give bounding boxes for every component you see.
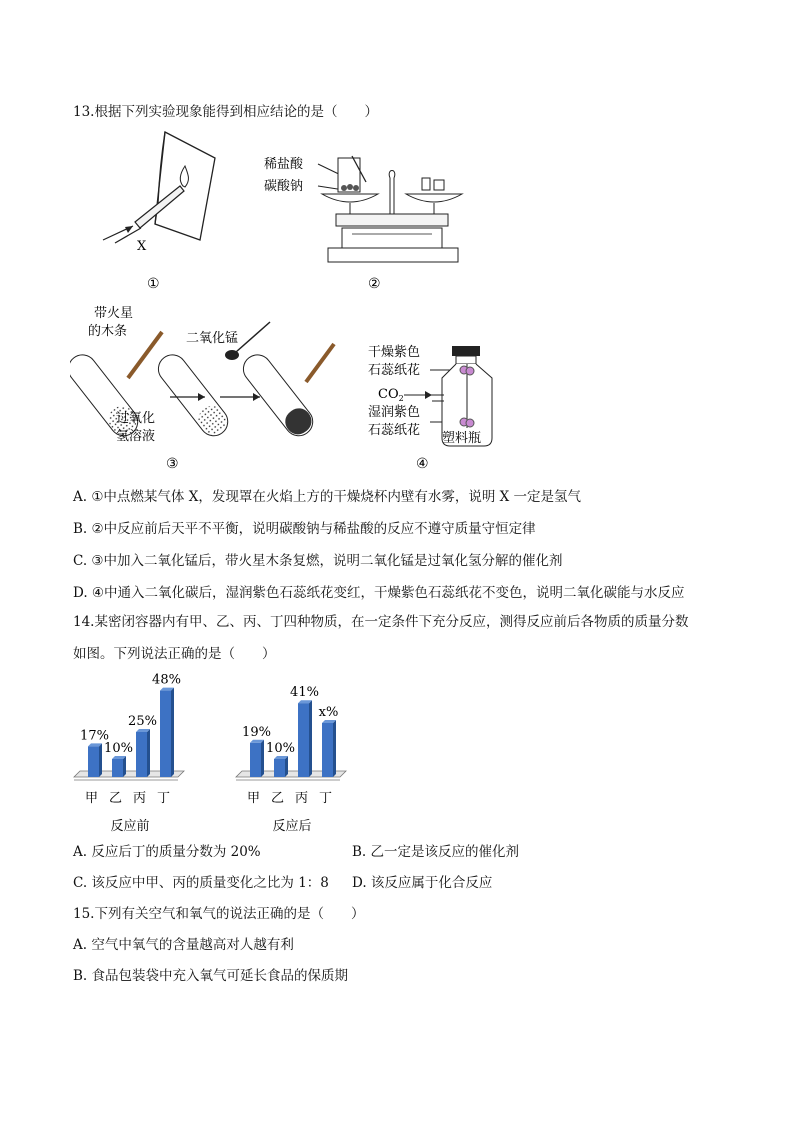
fig3-label-h2o2-2: 氢溶液 [116,429,156,444]
fig2-label-acid: 稀盐酸 [264,157,304,172]
category-label: 甲 [84,791,99,806]
fig4-label-co2: $CO_2$ [378,387,404,403]
bar-丁 [160,691,171,777]
q14-option-c: C. 该反应中甲、丙的质量变化之比为 1：8 [73,875,329,891]
fig3-number: ③ [166,456,179,472]
data-label: 25% [128,714,157,729]
data-label: x% [318,705,339,720]
q13-option-b: B. ②中反应前后天平不平衡，说明碳酸钠与稀盐酸的反应不遵守质量守恒定律 [73,521,536,537]
fig4-label-bottle: 塑料瓶 [442,431,482,446]
chart-title: 反应后 [272,819,312,834]
bar-丁 [322,723,333,777]
data-label: 41% [290,685,319,701]
fig2-label-carbonate: 碳酸钠 [264,179,304,194]
q15-stem: 15.下列有关空气和氧气的说法正确的是（ ） [73,906,365,922]
fig2-number: ② [368,276,381,292]
fig1-number: ① [147,276,160,292]
category-label: 丙 [132,791,147,806]
bar-丙 [298,703,309,777]
bar-side [123,756,126,777]
bar-甲 [250,743,261,777]
bar-丙 [136,732,147,777]
q14-option-a: A. 反应后丁的质量分数为 20% [73,844,261,860]
fig1-gas-label: X [137,239,147,254]
q13-stem: 13.根据下列实验现象能得到相应结论的是（ ） [73,104,378,120]
data-label: 10% [104,741,133,756]
chart-after [232,665,362,840]
fig4-label-wet-2: 石蕊纸花 [368,423,421,438]
q13-option-a: A. ①中点燃某气体 X，发现罩在火焰上方的干燥烧杯内壁有水雾，说明 X 一定是氢气 [73,489,582,505]
q13-option-d: D. ④中通入二氧化碳后，湿润紫色石蕊纸花变红，干燥紫色石蕊纸花不变色，说明二氧化碳能与水反应 [73,585,685,601]
bar-乙 [112,759,123,777]
fig3-label-splint-2: 的木条 [88,324,128,339]
data-label: 19% [242,724,271,740]
q13-figure-3 [70,302,360,472]
bar-乙 [274,759,285,777]
data-label: 17% [80,728,109,744]
category-label: 丁 [156,791,171,806]
q13-figure-1 [95,128,235,298]
bar-side [261,740,264,777]
category-label: 丁 [318,791,333,806]
category-label: 乙 [108,791,123,806]
bar-side [99,743,102,777]
bar-side [147,729,150,777]
q13-figure-4 [360,338,520,473]
bar-side [333,720,336,777]
fig4-label-dry-1: 干燥紫色 [368,345,421,360]
chart-title: 反应前 [110,819,150,834]
q15-option-a: A. 空气中氧气的含量越高对人越有利 [73,937,294,953]
fig3-label-splint-1: 带火星 [94,306,134,321]
category-label: 乙 [270,791,285,806]
fig4-label-dry-2: 石蕊纸花 [368,363,421,378]
q14-option-d: D. 该反应属于化合反应 [352,875,493,891]
q14-option-b: B. 乙一定是该反应的催化剂 [352,844,520,860]
fig4-label-wet-1: 湿润紫色 [368,405,421,420]
data-label: 10% [266,741,295,756]
fig3-label-h2o2-1: 过氧化 [116,411,156,426]
q13-option-c: C. ③中加入二氧化锰后，带火星木条复燃，说明二氧化锰是过氧化氢分解的催化剂 [73,553,563,569]
data-label: 48% [152,672,181,688]
q13-figure-2 [262,148,472,298]
q15-option-b: B. 食品包装袋中充入氧气可延长食品的保质期 [73,968,349,984]
chart-before [70,665,200,840]
category-label: 甲 [246,791,261,806]
q14-stem-line1: 14.某密闭容器内有甲、乙、丙、丁四种物质，在一定条件下充分反应，测得反应前后各物质的质量分数 [73,614,689,630]
q14-stem-line2: 如图。下列说法正确的是（ ） [73,646,276,662]
bar-side [309,700,312,777]
bar-side [171,688,174,777]
fig4-number: ④ [416,456,429,472]
bar-side [285,756,288,777]
fig3-label-mno2: 二氧化锰 [186,331,239,346]
category-label: 丙 [294,791,309,806]
bar-甲 [88,746,99,777]
